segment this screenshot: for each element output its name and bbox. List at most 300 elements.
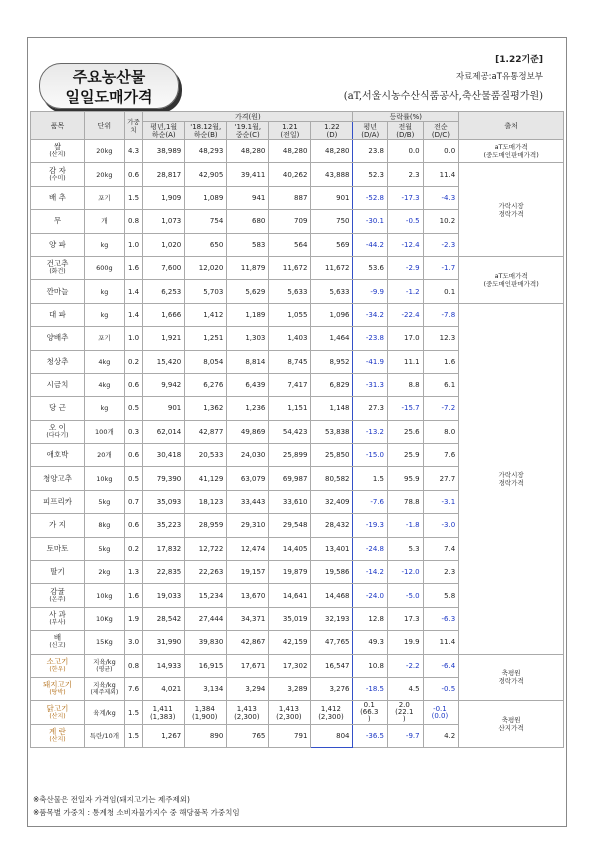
price-cell: 1,362 — [185, 397, 227, 420]
unit-cell: 15Kg — [84, 631, 124, 654]
price-cell: 5,629 — [227, 280, 269, 303]
price-cell: 4,021 — [143, 677, 185, 700]
change-cell: -24.8 — [353, 537, 388, 560]
price-cell: 1,412 (2,300) — [311, 701, 353, 724]
price-cell: 62,014 — [143, 420, 185, 443]
item-name: 배 추 — [31, 186, 85, 209]
change-cell: -6.4 — [423, 654, 459, 677]
price-cell: 25,899 — [269, 444, 311, 467]
change-cell: 4.2 — [423, 724, 459, 747]
price-cell: 1,189 — [227, 303, 269, 326]
table-row — [31, 163, 564, 186]
price-cell: 650 — [185, 233, 227, 256]
price-cell: 3,294 — [227, 677, 269, 700]
price-cell: 8,952 — [311, 350, 353, 373]
price-cell: 28,432 — [311, 514, 353, 537]
weight-cell: 0.2 — [124, 537, 142, 560]
change-cell: 2.3 — [423, 561, 459, 584]
unit-cell: 4kg — [84, 373, 124, 396]
change-cell: -7.8 — [423, 303, 459, 326]
data-provider: 자료제공:aT유통정보부 — [455, 72, 543, 82]
header-weight: 가중치 — [124, 112, 142, 140]
change-cell: -2.3 — [423, 233, 459, 256]
change-cell: 12.3 — [423, 327, 459, 350]
price-cell: 33,443 — [227, 490, 269, 513]
table-row — [31, 140, 564, 163]
change-cell: -17.3 — [388, 186, 424, 209]
change-cell: -1.7 — [423, 256, 459, 279]
change-cell: 78.8 — [388, 490, 424, 513]
price-cell: 48,280 — [311, 140, 353, 163]
price-cell: 750 — [311, 210, 353, 233]
weight-cell: 3.0 — [124, 631, 142, 654]
source-cell: aT도매가격 (중도매인판매가격) — [459, 256, 564, 303]
change-cell: -52.8 — [353, 186, 388, 209]
item-name: 쌀 (산지) — [31, 140, 85, 163]
item-name: 감귤 (온주) — [31, 584, 85, 607]
price-cell: 14,641 — [269, 584, 311, 607]
change-cell: -36.5 — [353, 724, 388, 747]
item-name: 토마토 — [31, 537, 85, 560]
price-cell: 1,666 — [143, 303, 185, 326]
header-change-col: 전월 (D/B) — [388, 122, 424, 140]
change-cell: -14.2 — [353, 561, 388, 584]
price-cell: 564 — [269, 233, 311, 256]
item-name: 돼지고기 (탕박) — [31, 677, 85, 700]
item-name: 양 파 — [31, 233, 85, 256]
price-cell: 42,905 — [185, 163, 227, 186]
price-cell: 9,942 — [143, 373, 185, 396]
price-cell: 30,418 — [143, 444, 185, 467]
item-name: 가 지 — [31, 514, 85, 537]
item-name: 감 자 (수미) — [31, 163, 85, 186]
price-cell: 35,093 — [143, 490, 185, 513]
change-cell: -12.0 — [388, 561, 424, 584]
price-cell: 941 — [227, 186, 269, 209]
price-cell: 901 — [311, 186, 353, 209]
item-name: 소고기 (한우) — [31, 654, 85, 677]
weight-cell: 0.3 — [124, 420, 142, 443]
change-cell: 7.4 — [423, 537, 459, 560]
header-price-group: 가격(원) — [143, 112, 353, 122]
table-row — [31, 256, 564, 279]
price-cell: 5,633 — [311, 280, 353, 303]
price-cell: 35,019 — [269, 607, 311, 630]
item-name: 당 근 — [31, 397, 85, 420]
price-cell: 22,835 — [143, 561, 185, 584]
price-cell: 16,915 — [185, 654, 227, 677]
price-cell: 19,586 — [311, 561, 353, 584]
price-cell: 12,474 — [227, 537, 269, 560]
price-cell: 39,830 — [185, 631, 227, 654]
change-cell: 19.9 — [388, 631, 424, 654]
change-cell: -34.2 — [353, 303, 388, 326]
weight-cell: 1.5 — [124, 701, 142, 724]
unit-cell: 2kg — [84, 561, 124, 584]
price-cell: 1,096 — [311, 303, 353, 326]
price-cell: 17,671 — [227, 654, 269, 677]
price-cell: 11,672 — [269, 256, 311, 279]
price-cell: 39,411 — [227, 163, 269, 186]
weight-cell: 7.6 — [124, 677, 142, 700]
footnote-2: ※품목별 가중치 : 통계청 소비자물가지수 중 해당품목 가중치임 — [33, 808, 240, 817]
change-cell: -7.6 — [353, 490, 388, 513]
change-cell: 8.0 — [423, 420, 459, 443]
price-cell: 8,745 — [269, 350, 311, 373]
price-cell: 29,310 — [227, 514, 269, 537]
price-cell: 48,280 — [227, 140, 269, 163]
header-change-group: 등락률(%) — [353, 112, 459, 122]
price-cell: 1,384 (1,900) — [185, 701, 227, 724]
item-name: 무 — [31, 210, 85, 233]
price-cell: 1,089 — [185, 186, 227, 209]
change-cell: -19.3 — [353, 514, 388, 537]
price-cell: 8,814 — [227, 350, 269, 373]
price-cell: 1,020 — [143, 233, 185, 256]
unit-cell: 600g — [84, 256, 124, 279]
unit-cell: 포기 — [84, 186, 124, 209]
price-cell: 14,405 — [269, 537, 311, 560]
item-name: 계 란 (산지) — [31, 724, 85, 747]
change-cell: 4.5 — [388, 677, 424, 700]
source-cell: aT도매가격 (중도매인판매가격) — [459, 140, 564, 163]
weight-cell: 0.8 — [124, 654, 142, 677]
change-cell: 17.3 — [388, 607, 424, 630]
change-cell: -9.9 — [353, 280, 388, 303]
source-cell: 가락시장 경락가격 — [459, 303, 564, 654]
price-cell: 1,151 — [269, 397, 311, 420]
change-cell: 5.3 — [388, 537, 424, 560]
item-name: 대 파 — [31, 303, 85, 326]
header-price-col: 1.21 (전일) — [269, 122, 311, 140]
price-cell: 890 — [185, 724, 227, 747]
price-cell: 1,303 — [227, 327, 269, 350]
change-cell: -24.0 — [353, 584, 388, 607]
price-cell: 6,276 — [185, 373, 227, 396]
weight-cell: 0.6 — [124, 514, 142, 537]
item-name: 시금치 — [31, 373, 85, 396]
change-cell: -3.1 — [423, 490, 459, 513]
item-name: 깐마늘 — [31, 280, 85, 303]
price-cell: 14,933 — [143, 654, 185, 677]
unit-cell: kg — [84, 303, 124, 326]
price-cell: 49,869 — [227, 420, 269, 443]
item-name: 사 과 (부사) — [31, 607, 85, 630]
unit-cell: 지육/kg (제주제외) — [84, 677, 124, 700]
item-name: 닭고기 (산지) — [31, 701, 85, 724]
price-cell: 3,276 — [311, 677, 353, 700]
change-cell: 12.8 — [353, 607, 388, 630]
table-row — [31, 701, 564, 724]
price-cell: 32,409 — [311, 490, 353, 513]
price-cell: 19,879 — [269, 561, 311, 584]
unit-cell: 특란/10개 — [84, 724, 124, 747]
weight-cell: 1.6 — [124, 256, 142, 279]
unit-cell: 5kg — [84, 490, 124, 513]
unit-cell: 5kg — [84, 537, 124, 560]
unit-cell: kg — [84, 397, 124, 420]
price-cell: 1,403 — [269, 327, 311, 350]
unit-cell: 10kg — [84, 584, 124, 607]
header-price-col: 평년,1월 하순(A) — [143, 122, 185, 140]
change-cell: 5.8 — [423, 584, 459, 607]
change-cell: -1.8 — [388, 514, 424, 537]
price-cell: 3,134 — [185, 677, 227, 700]
price-cell: 19,157 — [227, 561, 269, 584]
change-cell: -5.0 — [388, 584, 424, 607]
item-name: 배 (신고) — [31, 631, 85, 654]
price-cell: 5,633 — [269, 280, 311, 303]
price-cell: 47,765 — [311, 631, 353, 654]
header-item: 품목 — [31, 112, 85, 140]
unit-cell: kg — [84, 233, 124, 256]
change-cell: -2.9 — [388, 256, 424, 279]
price-cell: 583 — [227, 233, 269, 256]
table-row — [31, 654, 564, 677]
item-name: 오 이 (다다기) — [31, 420, 85, 443]
price-cell: 16,547 — [311, 654, 353, 677]
price-cell: 28,959 — [185, 514, 227, 537]
change-cell: 0.0 — [388, 140, 424, 163]
header-change-col: 평년 (D/A) — [353, 122, 388, 140]
change-cell: 2.3 — [388, 163, 424, 186]
price-cell: 24,030 — [227, 444, 269, 467]
change-cell: 49.3 — [353, 631, 388, 654]
weight-cell: 0.8 — [124, 210, 142, 233]
price-cell: 17,832 — [143, 537, 185, 560]
price-cell: 12,722 — [185, 537, 227, 560]
price-cell: 17,302 — [269, 654, 311, 677]
price-cell: 11,672 — [311, 256, 353, 279]
price-cell: 901 — [143, 397, 185, 420]
change-cell: 17.0 — [388, 327, 424, 350]
header-price-col: 1.22 (D) — [311, 122, 353, 140]
price-cell: 42,877 — [185, 420, 227, 443]
price-cell: 11,879 — [227, 256, 269, 279]
price-cell: 22,263 — [185, 561, 227, 584]
price-cell: 569 — [311, 233, 353, 256]
price-cell: 43,888 — [311, 163, 353, 186]
price-cell: 13,670 — [227, 584, 269, 607]
change-cell: -15.0 — [353, 444, 388, 467]
price-cell: 48,280 — [269, 140, 311, 163]
change-cell: -0.5 — [388, 210, 424, 233]
unit-cell: 8kg — [84, 514, 124, 537]
weight-cell: 0.5 — [124, 467, 142, 490]
data-sources: (aT,서울시농수산식품공사,축산물품질평가원) — [343, 91, 543, 102]
header-change-col: 전순 (D/C) — [423, 122, 459, 140]
source-cell: 축평원 산지가격 — [459, 701, 564, 748]
unit-cell: 10Kg — [84, 607, 124, 630]
change-cell: 52.3 — [353, 163, 388, 186]
change-cell: 27.7 — [423, 467, 459, 490]
price-cell: 18,123 — [185, 490, 227, 513]
change-cell: 10.8 — [353, 654, 388, 677]
price-cell: 7,600 — [143, 256, 185, 279]
weight-cell: 1.3 — [124, 561, 142, 584]
price-cell: 1,073 — [143, 210, 185, 233]
change-cell: -4.3 — [423, 186, 459, 209]
weight-cell: 0.7 — [124, 490, 142, 513]
unit-cell: 육계/kg — [84, 701, 124, 724]
unit-cell: 20개 — [84, 444, 124, 467]
price-cell: 19,033 — [143, 584, 185, 607]
price-cell: 12,020 — [185, 256, 227, 279]
weight-cell: 0.5 — [124, 397, 142, 420]
price-cell: 1,236 — [227, 397, 269, 420]
price-cell: 1,413 (2,300) — [269, 701, 311, 724]
price-cell: 1,464 — [311, 327, 353, 350]
price-cell: 29,548 — [269, 514, 311, 537]
change-cell: 95.9 — [388, 467, 424, 490]
unit-cell: 포기 — [84, 327, 124, 350]
change-cell: 1.5 — [353, 467, 388, 490]
unit-cell: 4kg — [84, 350, 124, 373]
change-cell: -30.1 — [353, 210, 388, 233]
change-cell: 10.2 — [423, 210, 459, 233]
price-cell: 15,420 — [143, 350, 185, 373]
header-source: 출처 — [459, 112, 564, 140]
weight-cell: 1.0 — [124, 233, 142, 256]
weight-cell: 1.0 — [124, 327, 142, 350]
weight-cell: 0.6 — [124, 163, 142, 186]
change-cell: -41.9 — [353, 350, 388, 373]
weight-cell: 1.6 — [124, 584, 142, 607]
price-cell: 1,411 (1,383) — [143, 701, 185, 724]
change-cell: -1.2 — [388, 280, 424, 303]
price-cell: 804 — [311, 724, 353, 747]
unit-cell: 지육/kg (평균) — [84, 654, 124, 677]
price-cell: 79,390 — [143, 467, 185, 490]
item-name: 양배추 — [31, 327, 85, 350]
change-cell: 11.4 — [423, 163, 459, 186]
price-cell: 1,251 — [185, 327, 227, 350]
price-cell: 754 — [185, 210, 227, 233]
change-cell: 6.1 — [423, 373, 459, 396]
price-cell: 38,989 — [143, 140, 185, 163]
price-cell: 34,371 — [227, 607, 269, 630]
footnote-1: ※축산물은 전일자 가격임(돼지고기는 제주제외) — [33, 795, 190, 804]
change-cell: -15.7 — [388, 397, 424, 420]
weight-cell: 0.6 — [124, 444, 142, 467]
price-cell: 14,468 — [311, 584, 353, 607]
change-cell: 0.0 — [423, 140, 459, 163]
weight-cell: 1.5 — [124, 186, 142, 209]
price-cell: 6,829 — [311, 373, 353, 396]
change-cell: -6.3 — [423, 607, 459, 630]
price-cell: 680 — [227, 210, 269, 233]
price-cell: 15,234 — [185, 584, 227, 607]
price-cell: 1,413 (2,300) — [227, 701, 269, 724]
price-cell: 32,193 — [311, 607, 353, 630]
table-row — [31, 303, 564, 326]
weight-cell: 1.4 — [124, 303, 142, 326]
change-cell: 1.6 — [423, 350, 459, 373]
price-cell: 80,582 — [311, 467, 353, 490]
change-cell: 11.1 — [388, 350, 424, 373]
header-price-col: '18.12월, 하순(B) — [185, 122, 227, 140]
price-cell: 6,253 — [143, 280, 185, 303]
price-cell: 42,867 — [227, 631, 269, 654]
change-cell: -13.2 — [353, 420, 388, 443]
price-cell: 69,987 — [269, 467, 311, 490]
change-cell: -2.2 — [388, 654, 424, 677]
price-cell: 31,990 — [143, 631, 185, 654]
unit-cell: 20kg — [84, 163, 124, 186]
weight-cell: 0.6 — [124, 373, 142, 396]
price-cell: 28,542 — [143, 607, 185, 630]
price-cell: 791 — [269, 724, 311, 747]
price-cell: 765 — [227, 724, 269, 747]
change-cell: 0.1 — [423, 280, 459, 303]
change-cell: -3.0 — [423, 514, 459, 537]
change-cell: -22.4 — [388, 303, 424, 326]
price-cell: 1,412 — [185, 303, 227, 326]
change-cell: 27.3 — [353, 397, 388, 420]
change-cell: 53.6 — [353, 256, 388, 279]
price-cell: 1,921 — [143, 327, 185, 350]
price-cell: 1,148 — [311, 397, 353, 420]
price-cell: 1,055 — [269, 303, 311, 326]
change-cell: -7.2 — [423, 397, 459, 420]
unit-cell: 100개 — [84, 420, 124, 443]
weight-cell: 4.3 — [124, 140, 142, 163]
weight-cell: 0.2 — [124, 350, 142, 373]
item-name: 피프리카 — [31, 490, 85, 513]
weight-cell: 1.5 — [124, 724, 142, 747]
change-cell: 0.1 (66.3 ) — [353, 701, 388, 724]
price-cell: 7,417 — [269, 373, 311, 396]
price-cell: 3,289 — [269, 677, 311, 700]
price-cell: 6,439 — [227, 373, 269, 396]
page-title — [39, 63, 179, 109]
price-cell: 27,444 — [185, 607, 227, 630]
item-name: 청양고추 — [31, 467, 85, 490]
source-cell: 축평원 경락가격 — [459, 654, 564, 701]
item-name: 청상추 — [31, 350, 85, 373]
change-cell: 7.6 — [423, 444, 459, 467]
item-name: 건고추 (화건) — [31, 256, 85, 279]
change-cell: -0.1 (0.0) — [423, 701, 459, 724]
change-cell: -31.3 — [353, 373, 388, 396]
reference-date: [1.22기준] — [495, 55, 543, 65]
price-cell: 1,909 — [143, 186, 185, 209]
unit-cell: 20kg — [84, 140, 124, 163]
price-cell: 25,850 — [311, 444, 353, 467]
change-cell: 25.9 — [388, 444, 424, 467]
price-cell: 42,159 — [269, 631, 311, 654]
weight-cell: 1.9 — [124, 607, 142, 630]
footnotes — [33, 793, 240, 819]
change-cell: -23.8 — [353, 327, 388, 350]
unit-cell: 10kg — [84, 467, 124, 490]
change-cell: 8.8 — [388, 373, 424, 396]
price-cell: 1,267 — [143, 724, 185, 747]
title-line-1: 주요농산물 — [72, 68, 146, 86]
price-cell: 20,533 — [185, 444, 227, 467]
price-cell: 63,079 — [227, 467, 269, 490]
price-cell: 33,610 — [269, 490, 311, 513]
price-cell: 887 — [269, 186, 311, 209]
price-cell: 28,817 — [143, 163, 185, 186]
change-cell: 2.0 (22.1 ) — [388, 701, 424, 724]
change-cell: 23.8 — [353, 140, 388, 163]
price-cell: 5,703 — [185, 280, 227, 303]
price-cell: 35,223 — [143, 514, 185, 537]
header-unit: 단위 — [84, 112, 124, 140]
title-line-2: 일일도매가격 — [65, 88, 153, 106]
price-cell: 54,423 — [269, 420, 311, 443]
